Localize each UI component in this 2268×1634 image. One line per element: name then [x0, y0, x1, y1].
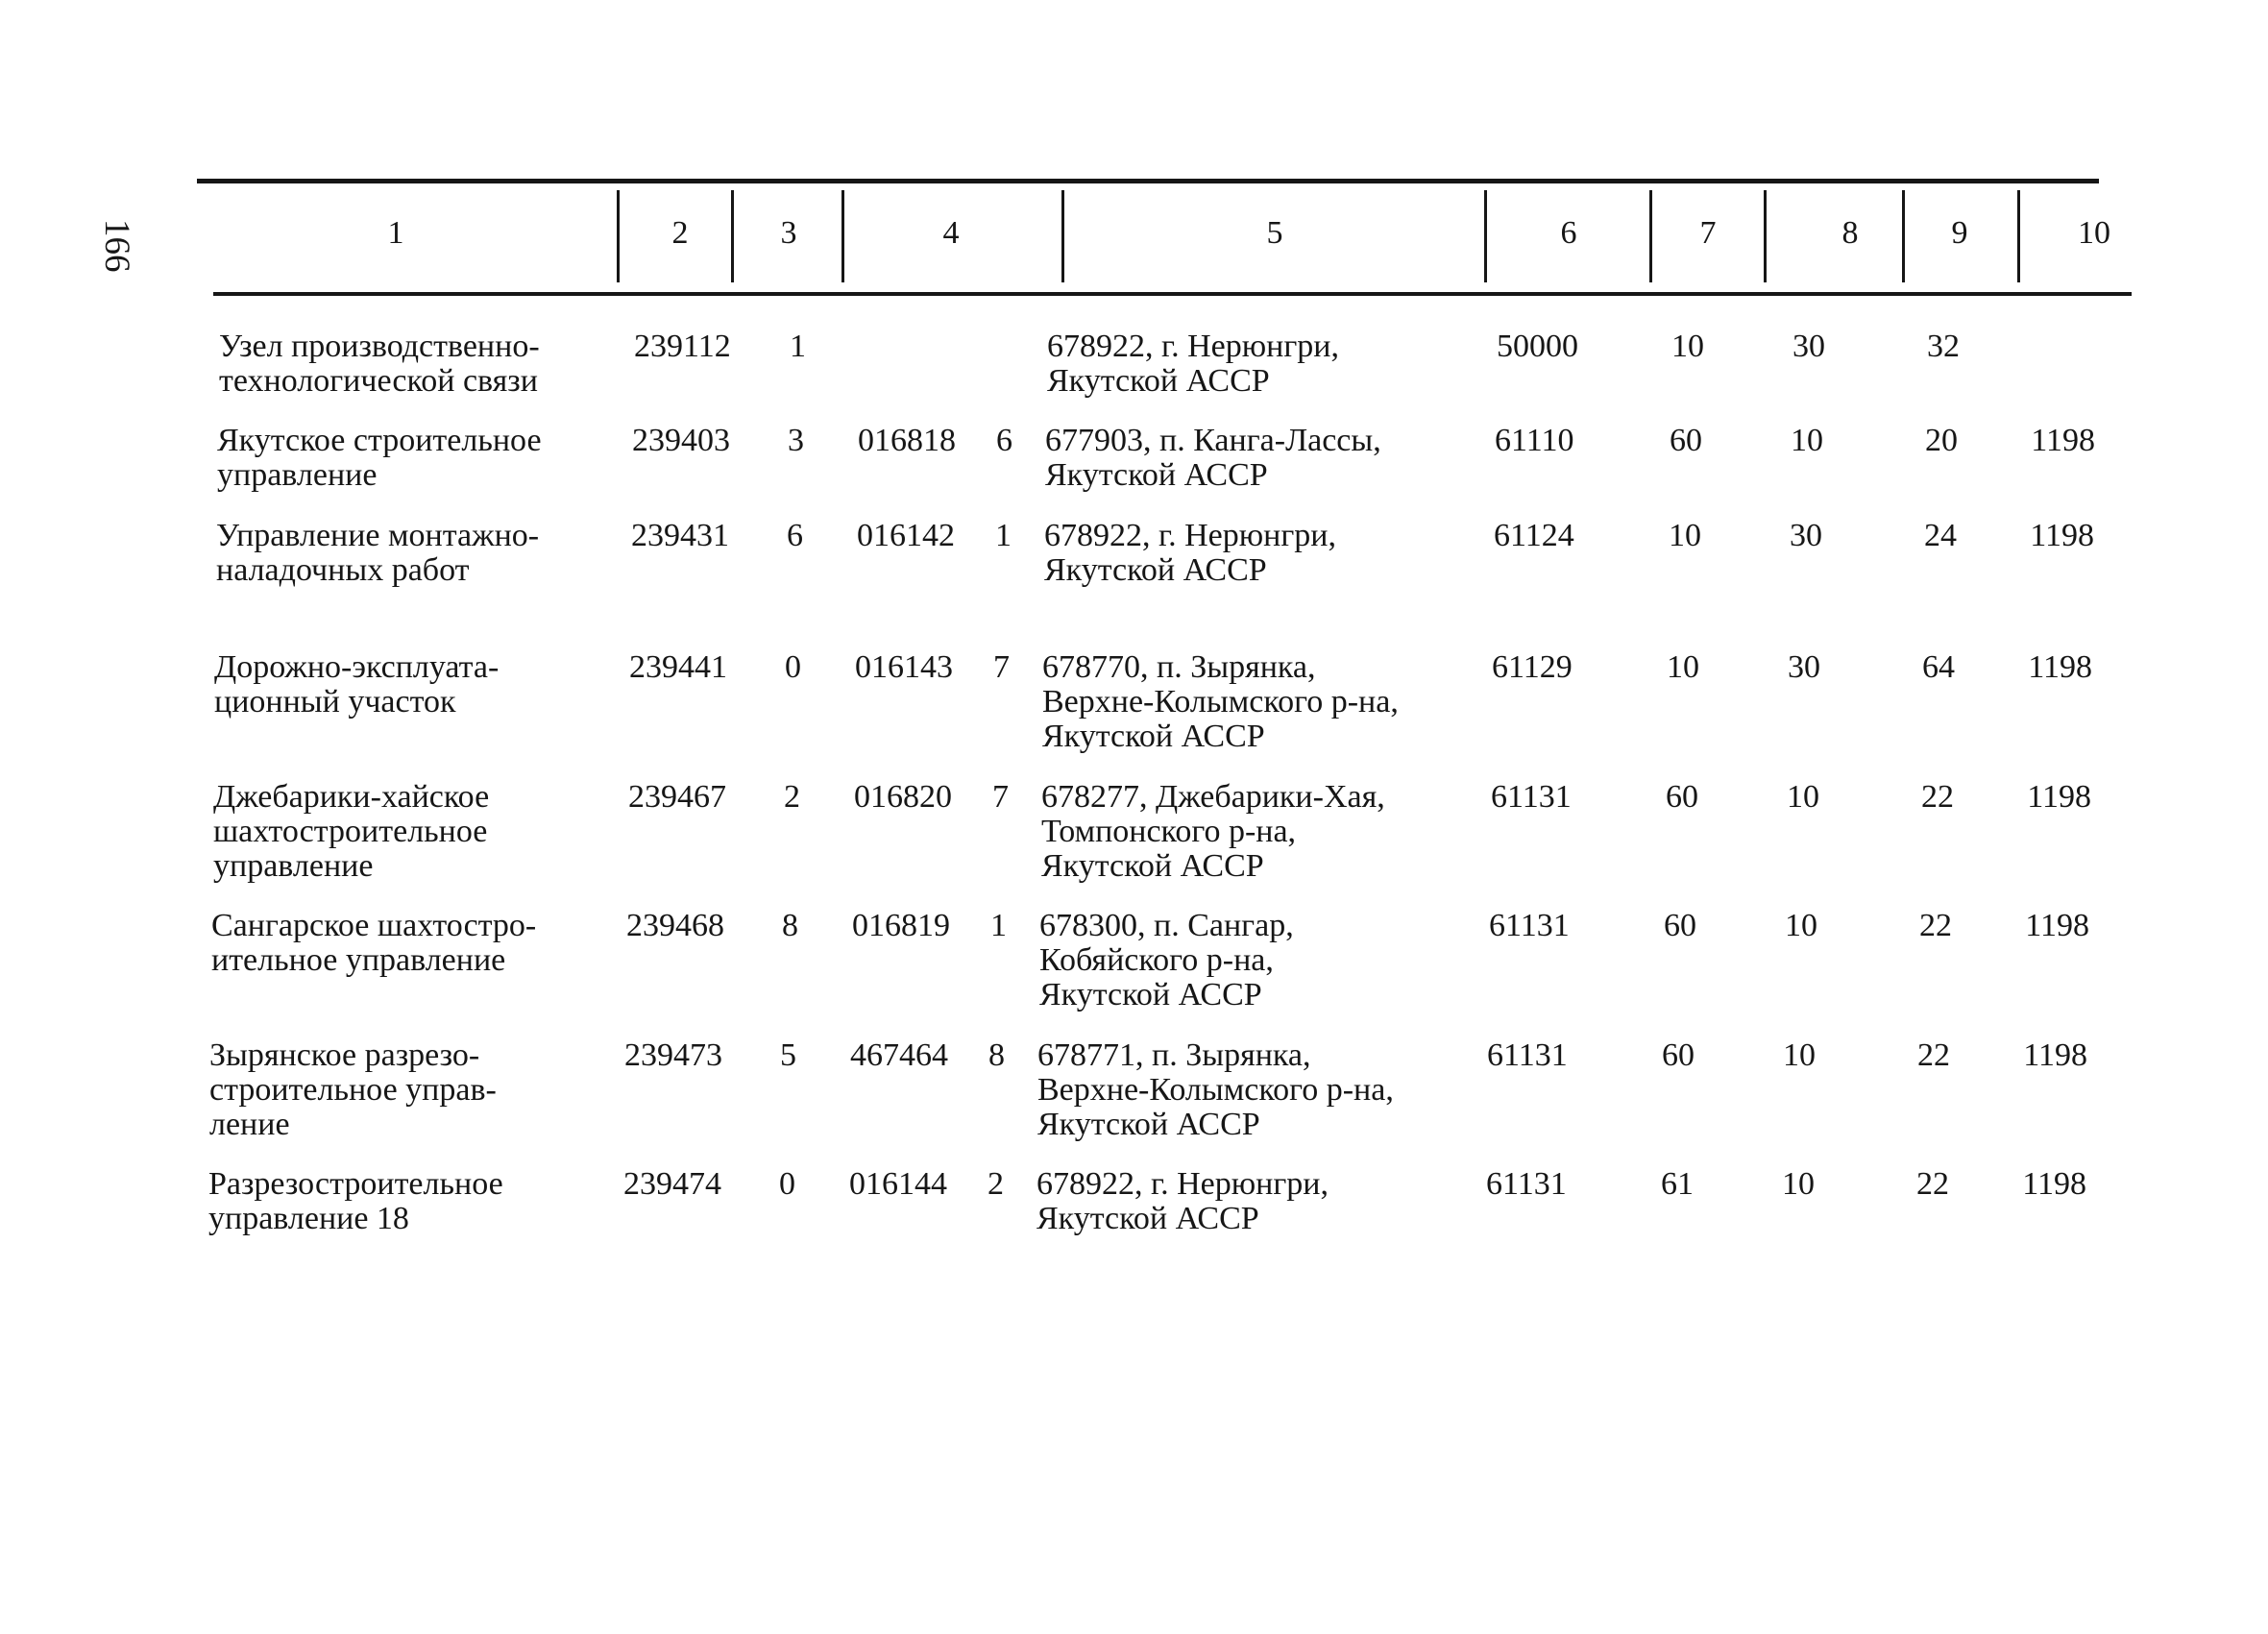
col2-code: 239473 — [624, 1037, 722, 1073]
page-number: 166 — [97, 219, 136, 273]
col7-value: 60 — [1662, 1037, 1695, 1073]
organization-name: Управление монтажно- наладочных работ — [216, 518, 540, 588]
column-header-5: 5 — [1266, 215, 1283, 251]
col9-value: 22 — [1919, 908, 1952, 943]
col7-value: 60 — [1666, 779, 1698, 815]
table-top-rule — [197, 179, 2099, 183]
col3-check: 6 — [787, 518, 803, 553]
col10-value: 1198 — [2031, 423, 2095, 458]
col4-code: 016820 — [854, 779, 952, 815]
col8-value: 10 — [1785, 908, 1817, 943]
col6-value: 61124 — [1494, 518, 1574, 553]
col2-code: 239441 — [629, 649, 727, 685]
col10-value: 1198 — [2022, 1166, 2086, 1202]
header-bottom-rule — [213, 292, 2132, 296]
col9-value: 22 — [1921, 779, 1954, 815]
column-divider — [1902, 190, 1905, 282]
column-divider — [617, 190, 620, 282]
col10-value: 1198 — [2025, 908, 2089, 943]
col9-value: 20 — [1925, 423, 1958, 458]
col10-value: 1198 — [2023, 1037, 2087, 1073]
col4-code: 016142 — [857, 518, 955, 553]
col6-value: 50000 — [1497, 329, 1578, 364]
column-header-8: 8 — [1841, 215, 1859, 251]
address: 678771, п. Зырянка, Верхне-Колымского р-на, Якутской АССР — [1037, 1037, 1394, 1142]
col9-value: 32 — [1927, 329, 1960, 364]
col6-value: 61131 — [1487, 1037, 1568, 1073]
col10-value: 1198 — [2027, 779, 2091, 815]
address: 678922, г. Нерюнгри, Якутской АССР — [1044, 518, 1336, 588]
organization-name: Зырянское разрезо- строительное управ- ление — [209, 1037, 497, 1142]
col4-check: 6 — [996, 423, 1012, 458]
organization-name: Джебарики-хайское шахтостроительное управление — [213, 779, 490, 884]
address: 678922, г. Нерюнгри, Якутской АССР — [1036, 1166, 1329, 1236]
organization-name: Сангарское шахтостро- ительное управление — [211, 908, 537, 978]
col3-check: 1 — [790, 329, 806, 364]
address: 678277, Джебарики-Хая, Томпонского р-на, Якутской АССР — [1041, 779, 1385, 884]
col4-check: 7 — [993, 649, 1010, 685]
column-divider — [1649, 190, 1652, 282]
col2-code: 239112 — [634, 329, 731, 364]
column-divider — [841, 190, 844, 282]
col8-value: 10 — [1782, 1166, 1815, 1202]
col4-code: 016818 — [858, 423, 956, 458]
col2-code: 239468 — [626, 908, 724, 943]
col8-value: 30 — [1788, 649, 1820, 685]
column-divider — [1484, 190, 1487, 282]
col4-code: 016144 — [849, 1166, 947, 1202]
col4-code: 016143 — [855, 649, 953, 685]
col6-value: 61129 — [1492, 649, 1573, 685]
col6-value: 61131 — [1491, 779, 1572, 815]
address: 678770, п. Зырянка, Верхне-Колымского р-на, Якутской АССР — [1042, 649, 1399, 754]
column-divider — [1764, 190, 1767, 282]
col3-check: 0 — [779, 1166, 795, 1202]
col3-check: 0 — [785, 649, 801, 685]
col6-value: 61131 — [1486, 1166, 1567, 1202]
col2-code: 239467 — [628, 779, 726, 815]
organization-name: Разрезостроительное управление 18 — [208, 1166, 503, 1236]
col8-value: 10 — [1791, 423, 1823, 458]
col10-value: 1198 — [2028, 649, 2092, 685]
col3-check: 5 — [780, 1037, 796, 1073]
col4-check: 7 — [992, 779, 1009, 815]
col2-code: 239474 — [623, 1166, 721, 1202]
col8-value: 30 — [1790, 518, 1822, 553]
col3-check: 8 — [782, 908, 798, 943]
col4-code: 467464 — [850, 1037, 948, 1073]
column-header-1: 1 — [387, 215, 404, 251]
address: 678922, г. Нерюнгри, Якутской АССР — [1047, 329, 1339, 399]
address: 677903, п. Канга-Лассы, Якутской АССР — [1045, 423, 1381, 493]
organization-name: Якутское строительное управление — [217, 423, 542, 493]
col2-code: 239431 — [631, 518, 729, 553]
column-divider — [731, 190, 734, 282]
column-divider — [2017, 190, 2020, 282]
col7-value: 60 — [1664, 908, 1696, 943]
col4-check: 8 — [988, 1037, 1005, 1073]
col7-value: 10 — [1671, 329, 1704, 364]
col2-code: 239403 — [632, 423, 730, 458]
col9-value: 64 — [1922, 649, 1955, 685]
col6-value: 61110 — [1495, 423, 1574, 458]
col9-value: 24 — [1924, 518, 1957, 553]
col4-code: 016819 — [852, 908, 950, 943]
col3-check: 3 — [788, 423, 804, 458]
address: 678300, п. Сангар, Кобяйского р-на, Якутской АССР — [1039, 908, 1294, 1012]
col4-check: 2 — [988, 1166, 1004, 1202]
column-header-6: 6 — [1560, 215, 1577, 251]
column-header-2: 2 — [671, 215, 689, 251]
col7-value: 10 — [1669, 518, 1701, 553]
col8-value: 30 — [1792, 329, 1825, 364]
column-header-3: 3 — [780, 215, 797, 251]
col4-check: 1 — [990, 908, 1007, 943]
column-header-10: 10 — [2078, 215, 2110, 251]
organization-name: Узел производственно- технологической связи — [219, 329, 540, 399]
column-header-4: 4 — [942, 215, 960, 251]
column-divider — [1061, 190, 1064, 282]
col3-check: 2 — [784, 779, 800, 815]
organization-name: Дорожно-эксплуата- ционный участок — [214, 649, 500, 719]
col8-value: 10 — [1787, 779, 1819, 815]
col4-check: 1 — [995, 518, 1012, 553]
col6-value: 61131 — [1489, 908, 1570, 943]
col7-value: 10 — [1667, 649, 1699, 685]
col9-value: 22 — [1916, 1166, 1949, 1202]
col9-value: 22 — [1917, 1037, 1950, 1073]
col10-value: 1198 — [2030, 518, 2094, 553]
column-header-7: 7 — [1699, 215, 1717, 251]
col7-value: 60 — [1670, 423, 1702, 458]
col7-value: 61 — [1661, 1166, 1694, 1202]
column-header-9: 9 — [1951, 215, 1968, 251]
col8-value: 10 — [1783, 1037, 1816, 1073]
